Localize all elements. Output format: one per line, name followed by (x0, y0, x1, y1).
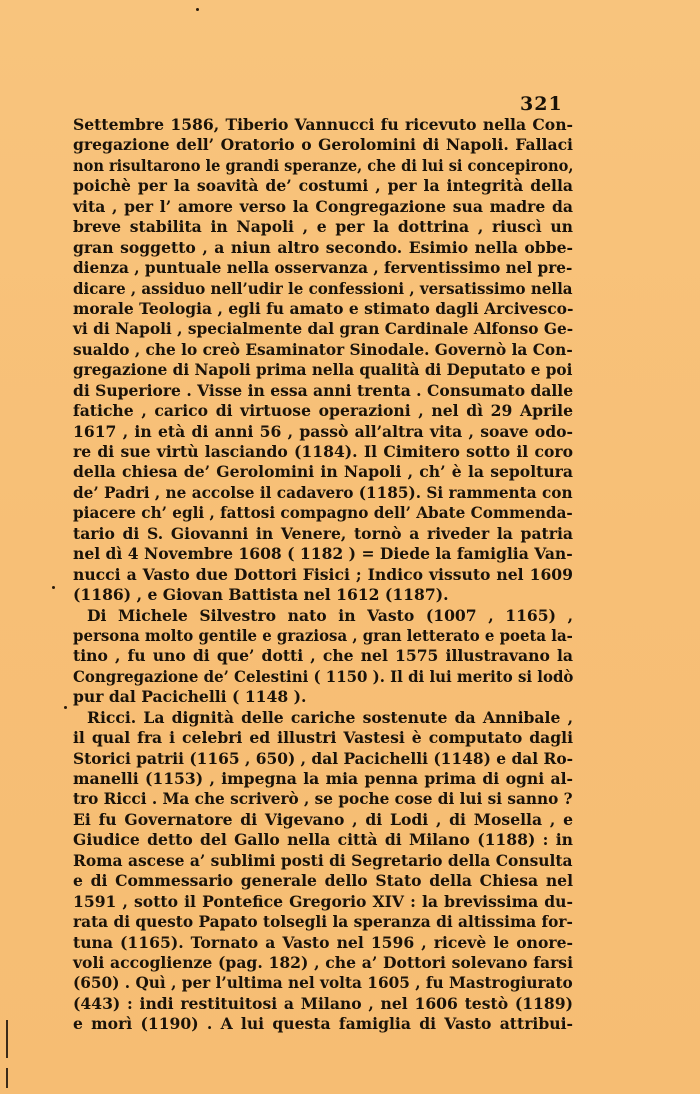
ink-speck (196, 8, 199, 11)
text-line: pur dal Pacichelli ( 1148 ). (73, 687, 307, 707)
text-line: e morì (1190) . A lui questa famiglia di Vasto attribui- (73, 1014, 573, 1034)
text-line: Ricci. La dignità delle cariche sostenute da Annibale , (87, 707, 573, 727)
text-line: tino , fu uno di que’ dotti , che nel 1575 illustravano la (73, 646, 573, 666)
text-line: (443) : indi restituitosi a Milano , nel 1606 testò (1189) (73, 993, 573, 1013)
text-line: gregazione di Napoli prima nella qualità di Deputato e poi (73, 360, 573, 380)
text-line: Congregazione de’ Celestini ( 1150 ). Il di lui merito si lodò (73, 666, 574, 686)
text-line: Storici patrii (1165 , 650) , dal Pacichelli (1148) e dal Ro- (73, 748, 574, 768)
page-number: 321 (520, 93, 563, 115)
text-line: (650) . Quì , per l’ultima nel volta 1605 , fu Mastrogiurato (73, 973, 573, 993)
text-line: nel dì 4 Novembre 1608 ( 1182 ) = Diede la famiglia Van- (73, 544, 573, 564)
text-line: tario di S. Giovanni in Venere, tornò a riveder la patria (73, 523, 573, 543)
text-line: della chiesa de’ Gerolomini in Napoli , ch’ è la sepoltura (73, 462, 573, 482)
text-line: voli accoglienze (pag. 182) , che a’ Dottori solevano farsi (73, 952, 573, 972)
text-line: de’ Padri , ne accolse il cadavero (1185). Si rammenta con (73, 482, 573, 502)
text-line: Ei fu Governatore di Vigevano , di Lodi , di Mosella , e (73, 809, 573, 829)
text-line: vita , per l’ amore verso la Congregazione sua madre da (73, 196, 573, 216)
text-line: il qual fra i celebri ed illustri Vastesi è computato dagli (73, 728, 573, 748)
text-line: Giudice detto del Gallo nella città di Milano (1188) : in (73, 830, 573, 850)
text-line: dienza , puntuale nella osservanza , ferventissimo nel pre- (73, 258, 573, 278)
text-line: persona molto gentile e graziosa , gran letterato e poeta la- (73, 625, 573, 645)
text-line: sualdo , che lo creò Esaminator Sinodale. Governò la Con- (73, 339, 573, 359)
text-line: re di sue virtù lasciando (1184). Il Cimitero sotto il coro (73, 442, 573, 461)
text-line: piacere ch’ egli , fattosi compagno dell’ Abate Commenda- (73, 503, 573, 523)
text-line: Roma ascese a’ sublimi posti di Segretario della Consulta (73, 850, 573, 870)
text-line: gran soggetto , a niun altro secondo. Esimio nella obbe- (73, 237, 573, 257)
text-line: tro Ricci . Ma che scriverò , se poche cose di lui si sanno ? (73, 789, 573, 809)
text-line: gregazione dell’ Oratorio o Gerolomini di Napoli. Fallaci (73, 135, 573, 155)
text-line: poichè per la soavità de’ costumi , per la integrità della (73, 176, 573, 196)
text-line: rata di questo Papato tolsegli la speranza di altissima for- (73, 912, 573, 932)
text-line: tuna (1165). Tornato a Vasto nel 1596 , ricevè le onore- (73, 932, 573, 952)
ink-speck (52, 586, 55, 589)
text-line: Di Michele Silvestro nato in Vasto (1007 , 1165) , (87, 605, 573, 625)
text-line: breve stabilita in Napoli , e per la dottrina , riuscì un (73, 217, 573, 237)
text-line: nucci a Vasto due Dottori Fisici ; Indico vissuto nel 1609 (73, 564, 573, 584)
margin-mark (6, 1068, 8, 1088)
text-line: vi di Napoli , specialmente dal gran Cardinale Alfonso Ge- (73, 319, 574, 339)
ink-speck (64, 706, 67, 709)
text-line: dicare , assiduo nell’udir le confessioni , versatissimo nella (73, 278, 573, 298)
text-line: di Superiore . Visse in essa anni trenta . Consumato dalle (73, 380, 574, 400)
text-line: (1186) , e Giovan Battista nel 1612 (1187). (73, 585, 449, 605)
text-line: e di Commessario generale dello Stato della Chiesa nel (73, 871, 573, 891)
text-line: 1591 , sotto il Pontefice Gregorio XIV : la brevissima du- (73, 891, 573, 911)
margin-mark (6, 1020, 8, 1058)
text-line: manelli (1153) , impegna la mia penna prima di ogni al- (73, 769, 573, 788)
text-line: fatiche , carico di virtuose operazioni , nel dì 29 Aprile (73, 401, 573, 421)
body-text (73, 115, 573, 1035)
text-line: 1617 , in età di anni 56 , passò all’altra vita , soave odo- (73, 421, 573, 441)
text-line: Settembre 1586, Tiberio Vannucci fu ricevuto nella Con- (73, 115, 573, 134)
text-line: non risultarono le grandi speranze, che di lui si concepirono, (73, 155, 574, 175)
text-line: morale Teologia , egli fu amato e stimato dagli Arcivesco- (73, 298, 574, 318)
